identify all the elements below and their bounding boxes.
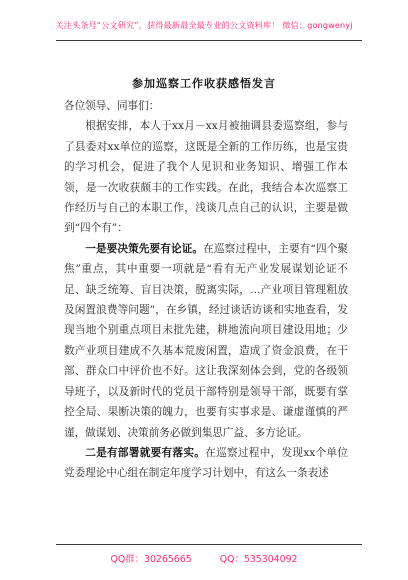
salutation: 各位领导、同事们：: [64, 100, 160, 112]
document-title: 参加巡察工作收获感悟发言: [132, 77, 276, 90]
paragraph-lead: 一是要决策先要有论证。: [85, 242, 204, 255]
paragraph-lead: 二是有部署就要有落实。: [85, 446, 206, 459]
paragraph-point-two: [64, 443, 348, 484]
footer-qq: QQ：535304092: [219, 554, 298, 565]
footer-qq-group: QQ群：30265665: [110, 554, 192, 565]
header-divider: [56, 40, 362, 41]
footer-contact: [0, 551, 408, 565]
paragraph-text: 在巡察过程中，主要有“四个聚焦”重点，其中重要一项就是“看有无产业发展谋划论证不足、缺乏统筹、盲目决策，脱离实际，...产业项目管理粗放及闲置浪费等问题”，在乡镇，经过谈话访谈和实地查看，发现当地个别重点项目未批先建，耕地流向项目建设用地；少数产业项目建成不久基本荒废闲置，造成了资金浪费，在干部、群众口中评价也不好。这让我深刻体会到，党的各级领导班子，以及新时代的党员干部特别是领导干部，既要有掌控全局、果断决策的魄力，也要有实事求是、谦虚谨慎的严谨，做谋划、决策前务必做到集思广益、多方论证。: [64, 242, 349, 439]
header-promo-note: 关注头条号“公文研究”，获得最新最全最专业的公文资料库！ 微信：gongwenyj: [55, 20, 353, 30]
footer-divider: [56, 544, 362, 545]
paragraph-text: 在巡察过程中，发现xx个单位党委理论中心组在制定年度学习计划中，有这么一条表述: [64, 446, 349, 480]
paragraph-point-one: [64, 239, 348, 443]
paragraph-intro: [64, 116, 348, 238]
document-body: [64, 96, 348, 484]
paragraph-text: 根据安排，本人于xx月－xx月被抽调县委巡察组，参与了县委对xx单位的巡察，这既是全新的工作历练，也是宝贵的学习机会，促进了我个人见识和业务知识、增强工作本领，是一次收获颇丰的工作实践。在此，我结合本次巡察工作经历与自己的本职工作，浅谈几点自己的认识，主要是做到“四个有”：: [64, 120, 348, 235]
